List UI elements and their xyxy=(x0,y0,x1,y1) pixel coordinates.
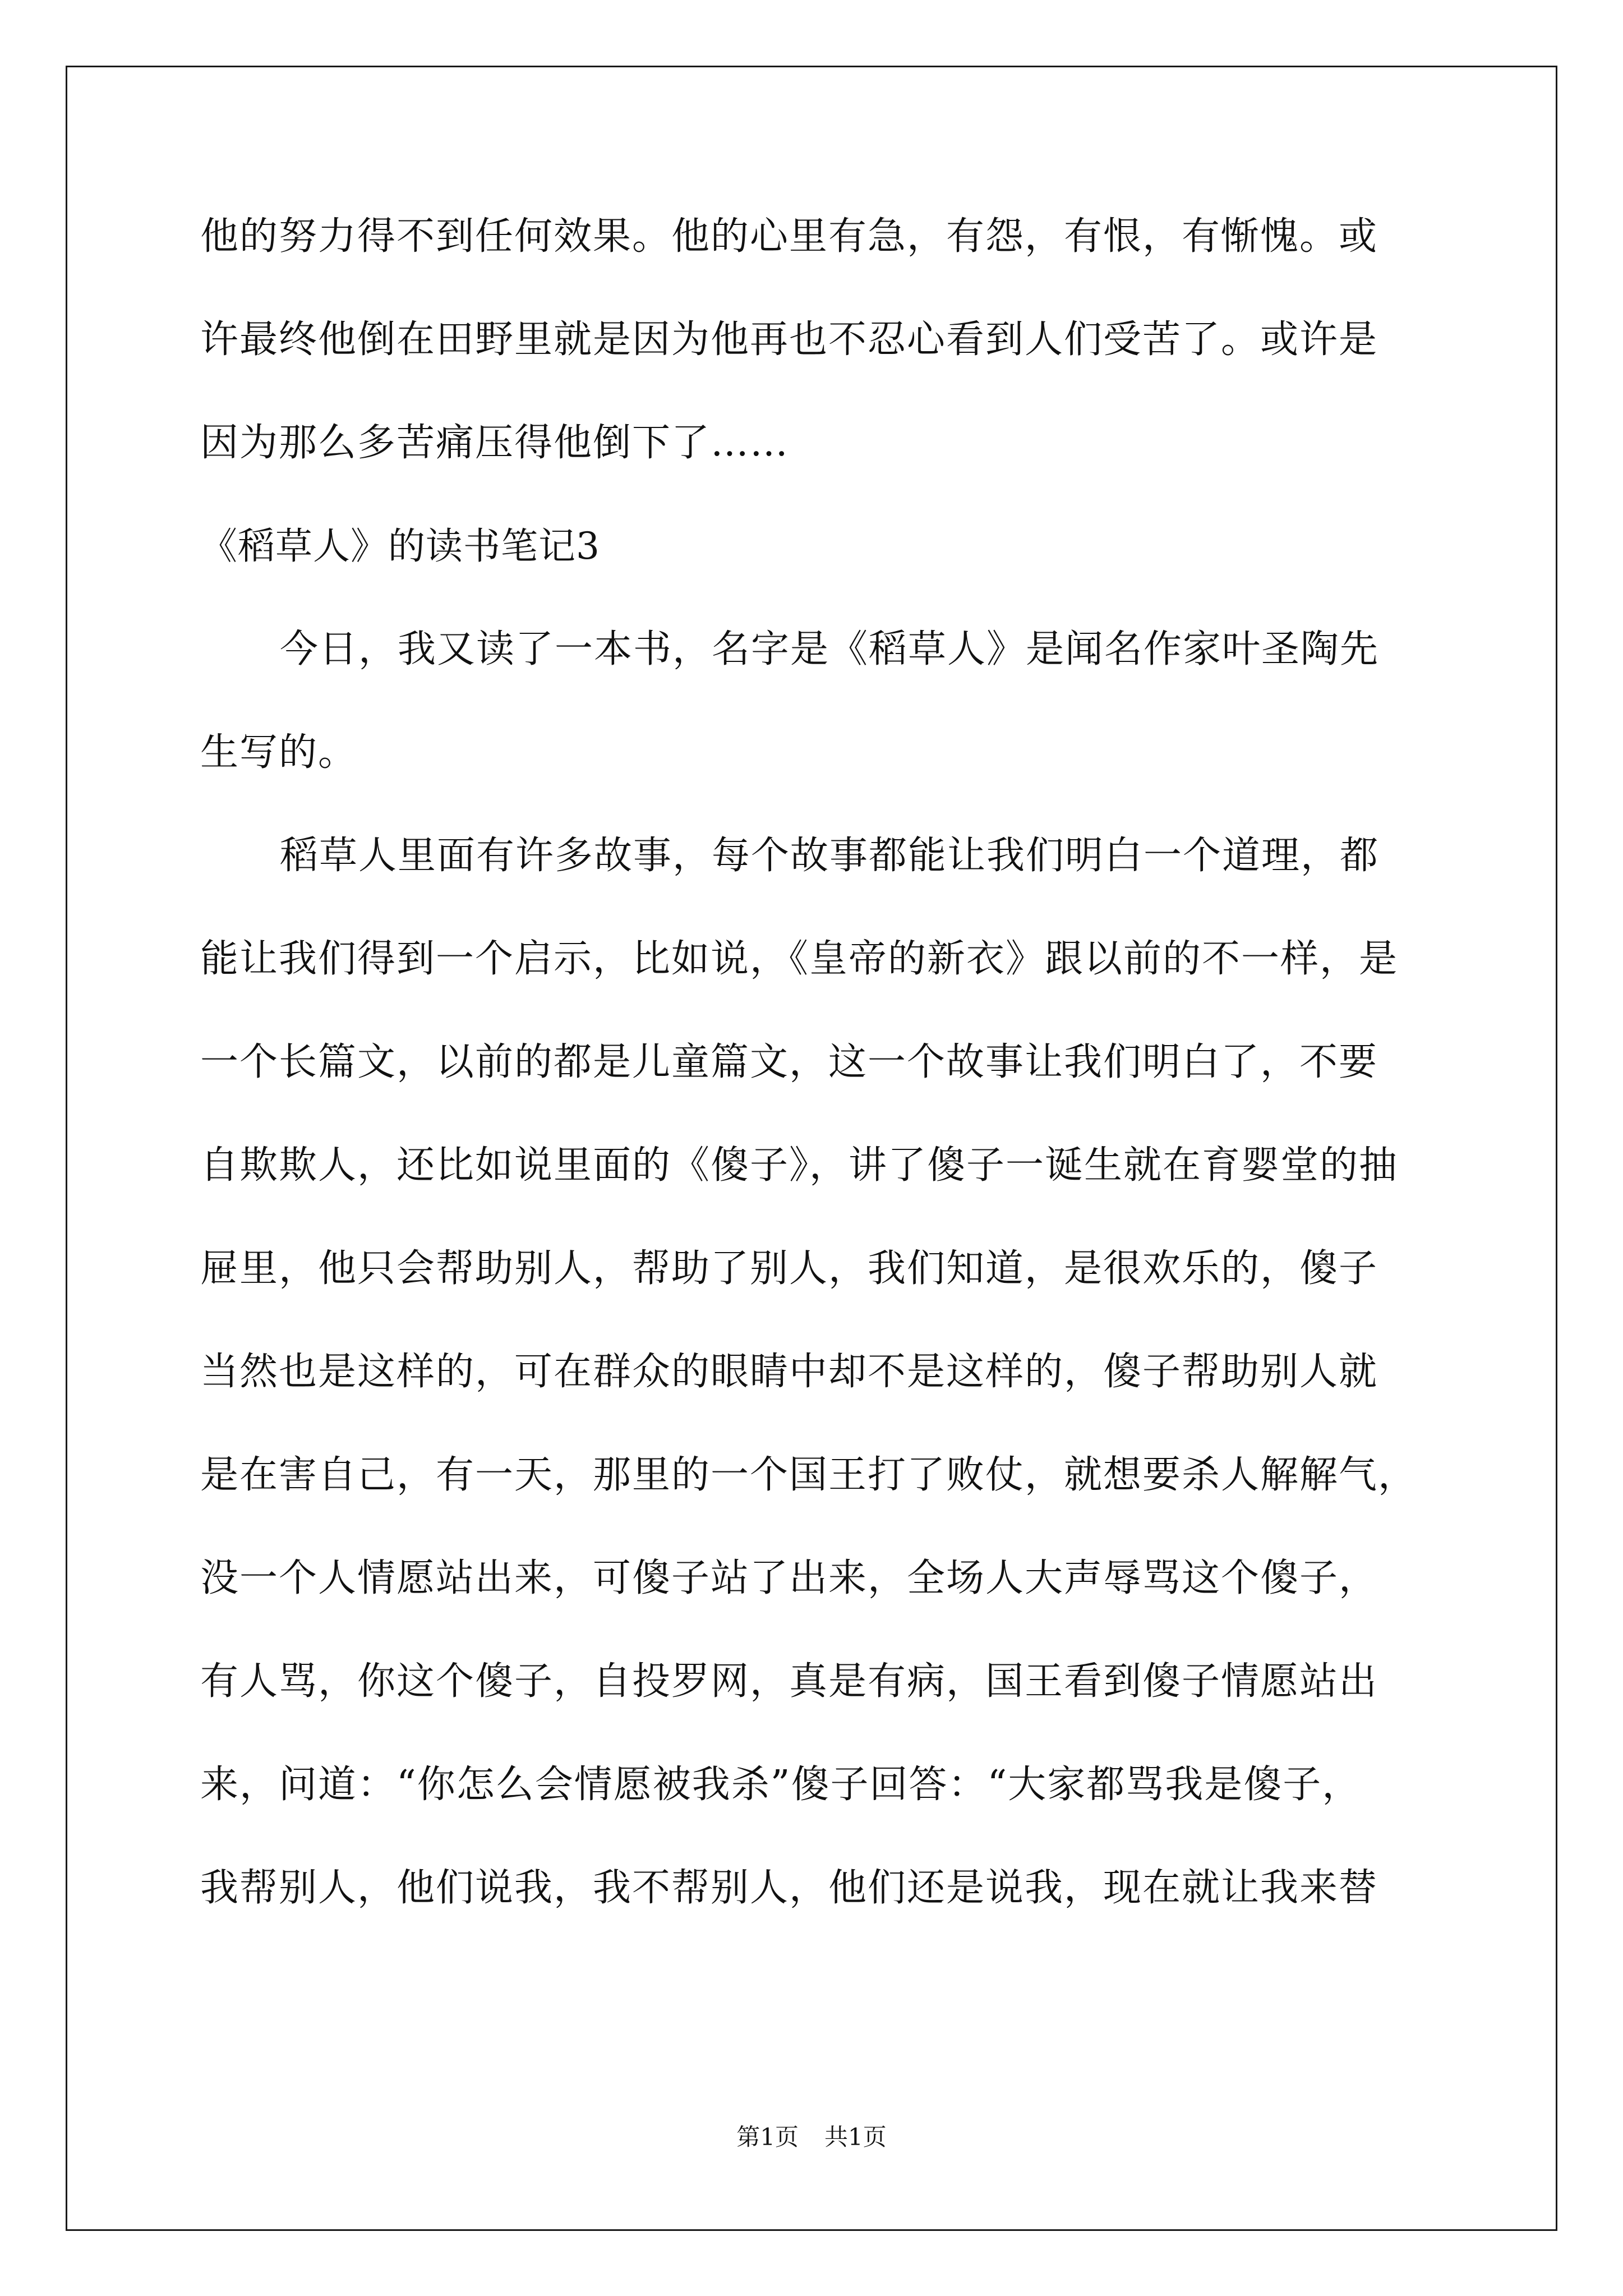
paragraph-line: 自欺欺人，还比如说里面的《傻子》，讲了傻子一诞生就在育婴堂的抽 xyxy=(200,1143,1399,1188)
paragraph-line: 是在害自己，有一天，那里的一个国王打了败仗，就想要杀人解解气， xyxy=(200,1453,1418,1497)
paragraph-line: 屉里，他只会帮助别人，帮助了别人，我们知道，是很欢乐的，傻子 xyxy=(200,1246,1378,1291)
paragraph-line: 稻草人里面有许多故事，每个故事都能让我们明白一个道理，都 xyxy=(280,834,1380,878)
paragraph-line: 生写的。 xyxy=(200,730,358,775)
page-footer xyxy=(0,2120,1623,2154)
paragraph-line: 当然也是这样的，可在群众的眼睛中却不是这样的，傻子帮助别人就 xyxy=(200,1350,1378,1394)
page-number-current: 第1页 xyxy=(736,2123,799,2151)
paragraph-line: 来，问道：“你怎么会情愿被我杀”傻子回答：“大家都骂我是傻子， xyxy=(200,1763,1362,1807)
section-heading: 《稻草人》的读书笔记3 xyxy=(200,524,600,568)
paragraph-line: 今日，我又读了一本书，名字是《稻草人》是闻名作家叶圣陶先 xyxy=(280,627,1380,671)
page-number-total: 共1页 xyxy=(824,2123,887,2151)
paragraph-line: 能让我们得到一个启示，比如说，《皇帝的新衣》跟以前的不一样，是 xyxy=(200,937,1399,981)
paragraph-line: 因为那么多苦痛压得他倒下了…… xyxy=(200,421,790,465)
paragraph-line: 他的努力得不到任何效果。他的心里有急，有怨，有恨，有惭愧。或 xyxy=(200,214,1378,259)
paragraph-line: 我帮别人，他们说我，我不帮别人，他们还是说我，现在就让我来替 xyxy=(200,1866,1378,1910)
paragraph-line: 没一个人情愿站出来，可傻子站了出来，全场人大声辱骂这个傻子， xyxy=(200,1556,1378,1600)
paragraph-line: 许最终他倒在田野里就是因为他再也不忍心看到人们受苦了。或许是 xyxy=(200,318,1378,362)
paragraph-line: 有人骂，你这个傻子，自投罗网，真是有病，国王看到傻子情愿站出 xyxy=(200,1659,1378,1704)
paragraph-line: 一个长篇文，以前的都是儿童篇文，这一个故事让我们明白了，不要 xyxy=(200,1040,1378,1084)
